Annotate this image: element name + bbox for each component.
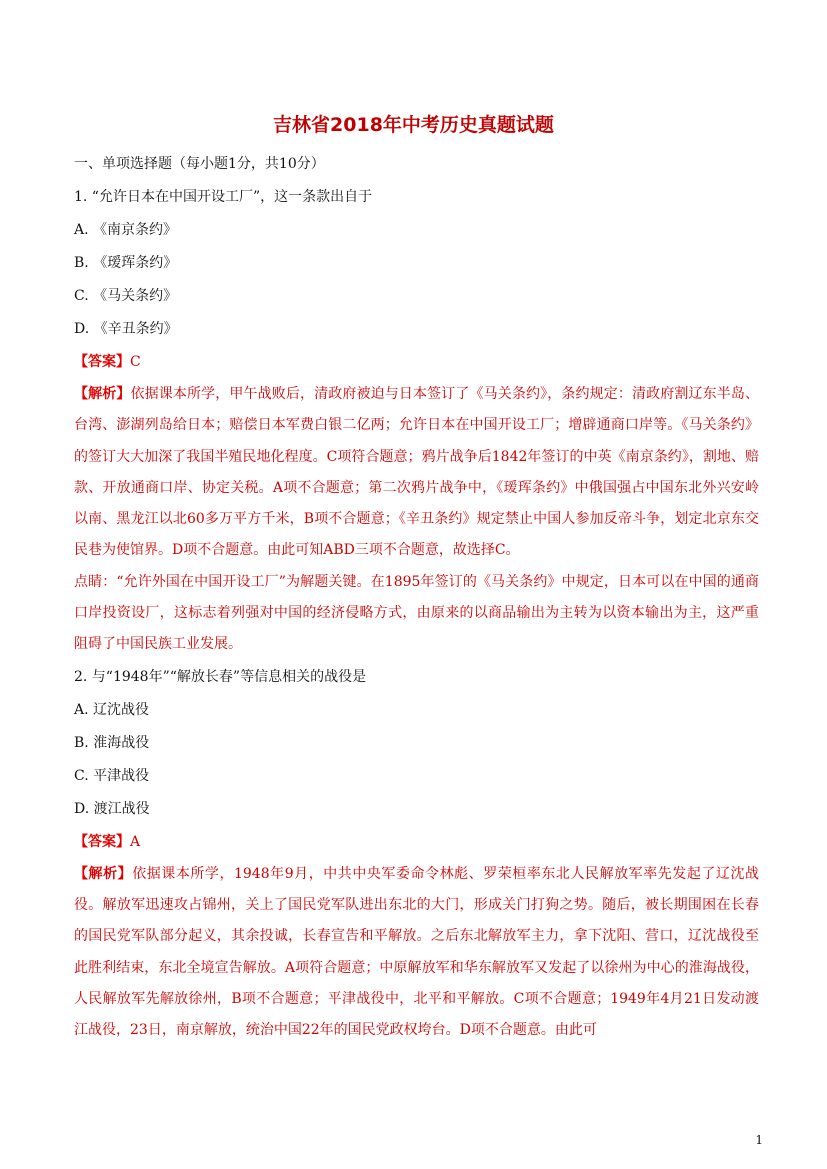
- section-heading: 一、单项选择题（每小题1分，共10分）: [74, 156, 325, 172]
- answer-tag: 【答案】: [74, 833, 130, 850]
- analysis-text: 依据课本所学，甲午战败后，清政府被迫与日本签订了《马关条约》，条约规定：清政府割辽东半岛、台湾、澎湖列岛给日本；赔偿日本军费白银二亿两；允许日本在中国开设工厂；增辟通商口岸等。《马关条约》的签订大大加深了我国半殖民地化程度。C项符合题意；鸦片战争后1842年签订的中英《南京条约》，割地、赔款、开放通商口岸、协定关税。A项不合题意；第二次鸦片战争中，《瑷珲条约》中俄国强占中国东北外兴安岭以南、黑龙江以北60多万平方千米，B项不合题意；《辛丑条约》规定禁止中国人参加反帝斗争，划定北京东交民巷为使馆界。D项不合题意。由此可知ABD三项不合题意，故选择C。: [74, 386, 759, 559]
- page-number: 1: [755, 1133, 763, 1147]
- question-2-analysis: [74, 859, 759, 1047]
- question-2-option-c: C. 平津战役: [74, 767, 150, 784]
- answer-tag: 【答案】: [74, 354, 130, 370]
- question-2-option-a: A. 辽沈战役: [74, 701, 150, 718]
- question-2-option-b: B. 淮海战役: [74, 734, 150, 751]
- question-1-analysis: [74, 379, 759, 567]
- question-1-comment: 点睛：“允许外国在中国开设工厂”为解题关键。在1895年签订的《马关条约》中规定，日本可以在中国的通商口岸投资设厂，这标志着列强对中国的经济侵略方式，由原来的以商品输出为主转为以资本输出为主，这严重阻碍了中国民族工业发展。: [74, 573, 759, 653]
- analysis-tag: 【解析】: [74, 865, 133, 882]
- question-2-answer: [74, 826, 759, 859]
- question-1-stem: 1. “允许日本在中国开设工厂”，这一条款出自于: [74, 189, 373, 205]
- page-title: 吉林省2018年中考历史真题试题: [273, 114, 554, 136]
- question-1-option-c: C. 《马关条约》: [74, 288, 178, 304]
- answer-value: A: [130, 833, 141, 850]
- question-1-option-b: B. 《瑷珲条约》: [74, 255, 178, 271]
- question-2-option-d: D. 渡江战役: [74, 800, 150, 817]
- question-1-answer: [74, 346, 759, 379]
- analysis-tag: 【解析】: [74, 386, 131, 402]
- page-content: [74, 148, 759, 1046]
- answer-value: C: [130, 354, 141, 370]
- question-1-option-d: D. 《辛丑条约》: [74, 321, 178, 337]
- question-1-option-a: A. 《南京条约》: [74, 222, 178, 238]
- question-2-stem: 2. 与“1948年”“解放长春”等信息相关的战役是: [74, 668, 367, 685]
- analysis-text: 依据课本所学，1948年9月，中共中央军委命令林彪、罗荣桓率东北人民解放军率先发起了辽沈战役。解放军迅速攻占锦州，关上了国民党军队进出东北的大门，形成关门打狗之势。随后，被长期围困在长春的国民党军队部分起义，其余投诚，长春宣告和平解放。之后东北解放军主力，拿下沈阳、营口，辽沈战役至此胜利结束，东北全境宣告解放。A项符合题意；中原解放军和华东解放军又发起了以徐州为中心的淮海战役，人民解放军先解放徐州，B项不合题意；平津战役中，北平和平解放。C项不合题意；1949年4月21日发动渡江战役，23日，南京解放，统治中国22年的国民党政权垮台。D项不合题意。由此可: [74, 865, 760, 1039]
